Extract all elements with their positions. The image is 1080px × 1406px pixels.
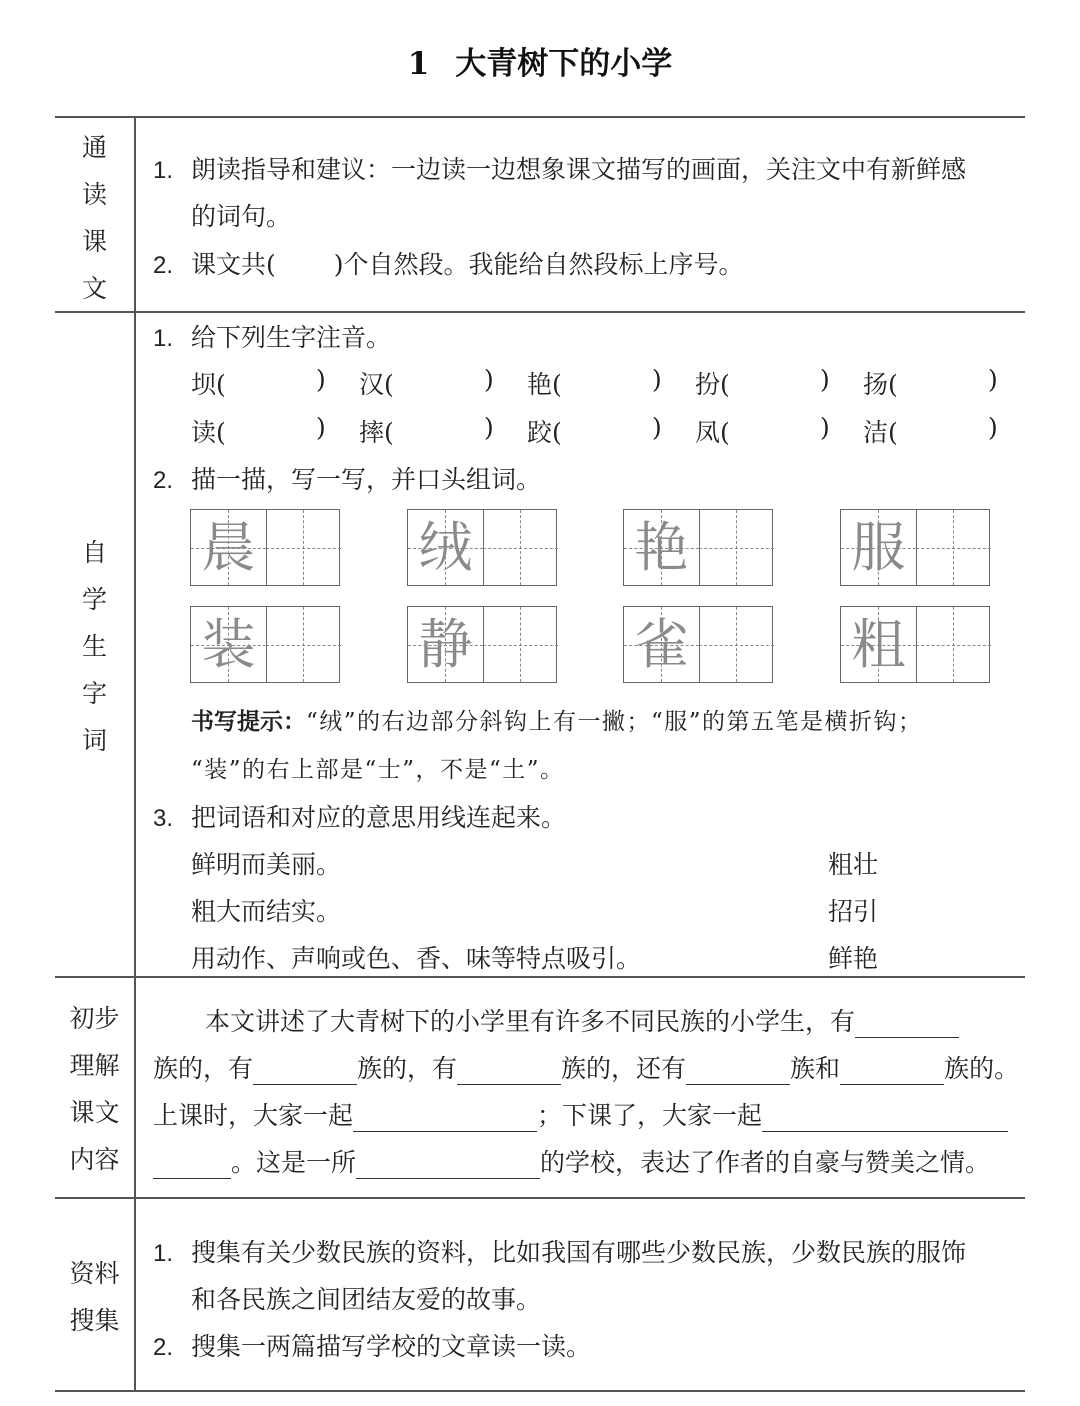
label-column-divider (134, 117, 136, 1391)
fill-blank[interactable] (840, 1058, 944, 1085)
writing-grid[interactable] (840, 509, 990, 586)
summary-line-1: 本文讲述了大青树下的小学里有许多不同民族的小学生，有 (205, 1002, 959, 1038)
fill-blank[interactable] (762, 1105, 1008, 1132)
fill-blank[interactable] (253, 1058, 357, 1085)
writing-grid[interactable] (623, 509, 773, 586)
pinyin-item[interactable]: 摔( (359, 418, 394, 447)
s2-q3: 3. 把词语和对应的意思用线连起来。 (153, 803, 567, 832)
fill-blank[interactable] (353, 1105, 537, 1132)
meaning-item[interactable]: 粗大而结实。 (191, 897, 342, 926)
s1-item-1-cont: 的词句。 (191, 202, 292, 231)
s4-item-1: 1. 搜集有关少数民族的资料，比如我国有哪些少数民族，少数民族的服饰 (153, 1238, 967, 1267)
section-label-understand: 初步 理解 课文 内容 (69, 1004, 120, 1174)
trace-character: 艳 (634, 516, 689, 579)
writing-tip-cont: “装”的右上部是“士”，不是“土”。 (191, 757, 565, 783)
word-item[interactable]: 鲜艳 (828, 944, 879, 973)
writing-grid[interactable] (190, 606, 340, 683)
table-top-rule (55, 116, 1025, 118)
pinyin-item[interactable]: 读( (191, 418, 226, 447)
row-divider (55, 976, 1025, 978)
paren-close: ) (820, 365, 830, 394)
section-label-collect: 资料 搜集 (69, 1259, 120, 1335)
trace-character: 绒 (418, 516, 473, 579)
trace-character: 粗 (851, 613, 906, 676)
paren-close: ) (820, 413, 830, 442)
meaning-item[interactable]: 鲜明而美丽。 (191, 850, 342, 879)
pinyin-item[interactable]: 艳( (527, 370, 562, 399)
fill-blank[interactable] (153, 1152, 231, 1179)
pinyin-item[interactable]: 汉( (359, 370, 394, 399)
pinyin-item[interactable]: 扬( (863, 370, 898, 399)
s2-q1: 1. 给下列生字注音。 (153, 323, 392, 352)
s1-item-1: 1. 朗读指导和建议：一边读一边想象课文描写的画面，关注文中有新鲜感 (153, 155, 967, 184)
paren-close: ) (484, 413, 494, 442)
meaning-item[interactable]: 用动作、声响或色、香、味等特点吸引。 (191, 944, 642, 973)
paren-close: ) (316, 413, 326, 442)
trace-character: 装 (201, 613, 256, 676)
row-divider (55, 1197, 1025, 1199)
paren-close: ) (484, 365, 494, 394)
fill-blank[interactable] (457, 1058, 561, 1085)
s1-item-2: 2. 课文共( )个自然段。我能给自然段标上序号。 (153, 250, 744, 279)
section-label-read-text: 通 读 课 文 (81, 133, 107, 303)
s2-q2: 2. 描一描，写一写，并口头组词。 (153, 465, 542, 494)
trace-character: 静 (418, 613, 473, 676)
paren-close: ) (988, 413, 998, 442)
pinyin-item[interactable]: 坝( (191, 370, 226, 399)
trace-character: 晨 (201, 516, 256, 579)
fill-blank[interactable] (356, 1152, 540, 1179)
pinyin-item[interactable]: 扮( (695, 370, 730, 399)
pinyin-item[interactable]: 跤( (527, 418, 562, 447)
pinyin-item[interactable]: 凤( (695, 418, 730, 447)
lesson-number: 1 (407, 46, 430, 82)
word-item[interactable]: 招引 (828, 897, 879, 926)
paren-close: ) (652, 365, 662, 394)
page-title (0, 38, 1080, 83)
word-item[interactable]: 粗壮 (828, 850, 879, 879)
fill-blank[interactable] (855, 1011, 959, 1038)
writing-tip: 书写提示：“绒”的右边部分斜钩上有一撇；“服”的第五笔是横折钩； (191, 709, 923, 735)
writing-grid[interactable] (407, 606, 557, 683)
writing-grid[interactable] (407, 509, 557, 586)
s4-item-2: 2. 搜集一两篇描写学校的文章读一读。 (153, 1332, 592, 1361)
paren-close: ) (316, 365, 326, 394)
trace-character: 服 (851, 516, 906, 579)
lesson-title: 大青树下的小学 (455, 46, 673, 82)
pinyin-item[interactable]: 洁( (863, 418, 898, 447)
trace-character: 雀 (634, 613, 689, 676)
paren-close: ) (652, 413, 662, 442)
row-divider (55, 311, 1025, 313)
s4-item-1-cont: 和各民族之间团结友爱的故事。 (191, 1285, 542, 1314)
paren-close: ) (988, 365, 998, 394)
section-label-self-study: 自 学 生 字 词 (81, 538, 107, 755)
summary-line-4: 。这是一所 的学校，表达了作者的自豪与赞美之情。 (153, 1143, 990, 1179)
summary-line-2: 族的，有 族的，有 族的，还有 族和 族的。 (153, 1054, 1020, 1083)
writing-grid[interactable] (190, 509, 340, 586)
writing-grid[interactable] (623, 606, 773, 683)
fill-blank[interactable] (686, 1058, 790, 1085)
table-bottom-rule (55, 1390, 1025, 1392)
summary-line-3: 上课时，大家一起 ；下课了，大家一起 (153, 1096, 1008, 1132)
writing-grid[interactable] (840, 606, 990, 683)
